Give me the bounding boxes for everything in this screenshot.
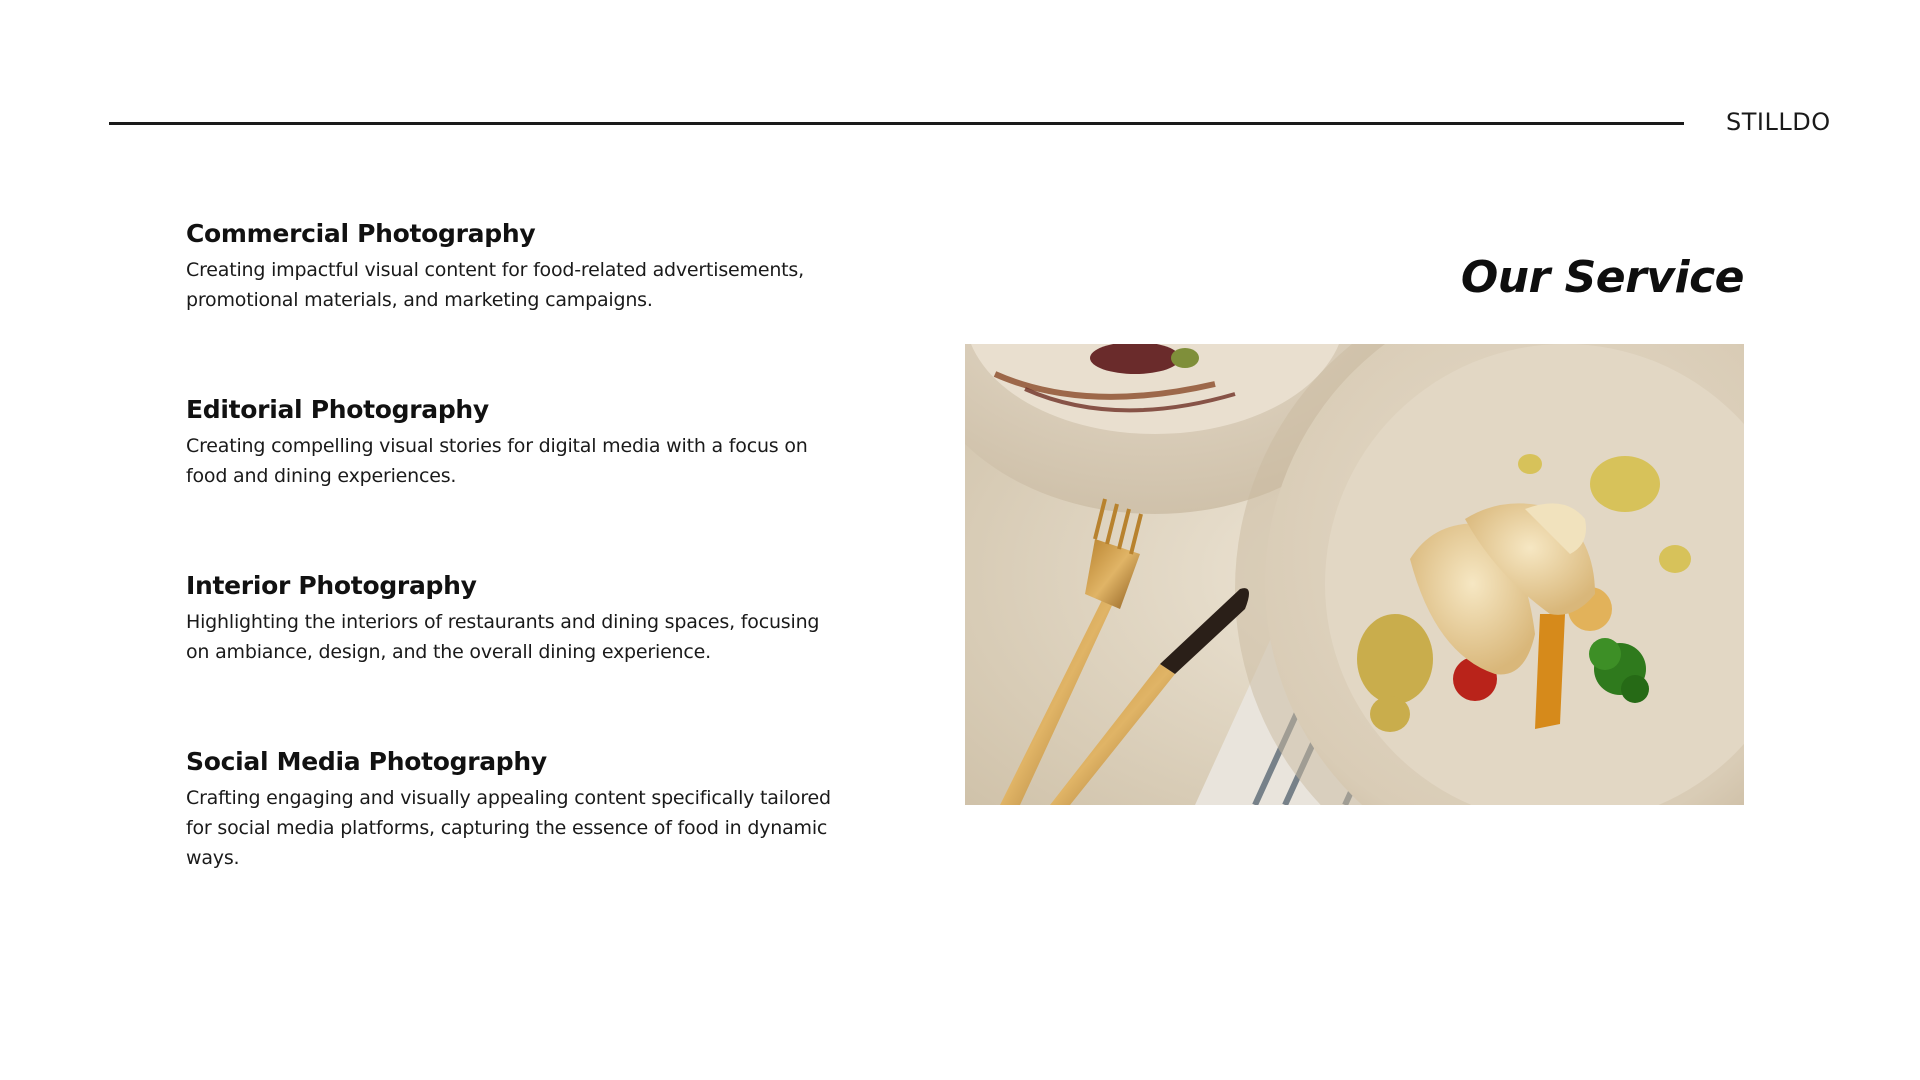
brand-name: STILLDO xyxy=(1726,108,1831,136)
service-description: Crafting engaging and visually appealing content specifically tailored for social media platforms, capturing the essence of food in dynamic ways. xyxy=(186,787,831,869)
service-item-social-media xyxy=(186,745,836,873)
service-title: Editorial Photography xyxy=(186,395,489,424)
service-description: Creating compelling visual stories for digital media with a focus on food and dining experiences. xyxy=(186,435,808,487)
service-item-editorial xyxy=(186,393,836,491)
service-title: Commercial Photography xyxy=(186,219,536,248)
service-item-interior xyxy=(186,569,836,667)
section-title: Our Service xyxy=(1460,252,1744,303)
service-title: Social Media Photography xyxy=(186,747,547,776)
header-divider-line xyxy=(109,122,1684,125)
service-description: Creating impactful visual content for food-related advertisements, promotional materials, and marketing campaigns. xyxy=(186,259,804,311)
service-description: Highlighting the interiors of restaurants and dining spaces, focusing on ambiance, design, and the overall dining experience. xyxy=(186,611,820,663)
service-title: Interior Photography xyxy=(186,571,477,600)
food-photo xyxy=(965,344,1744,805)
service-item-commercial xyxy=(186,217,836,315)
